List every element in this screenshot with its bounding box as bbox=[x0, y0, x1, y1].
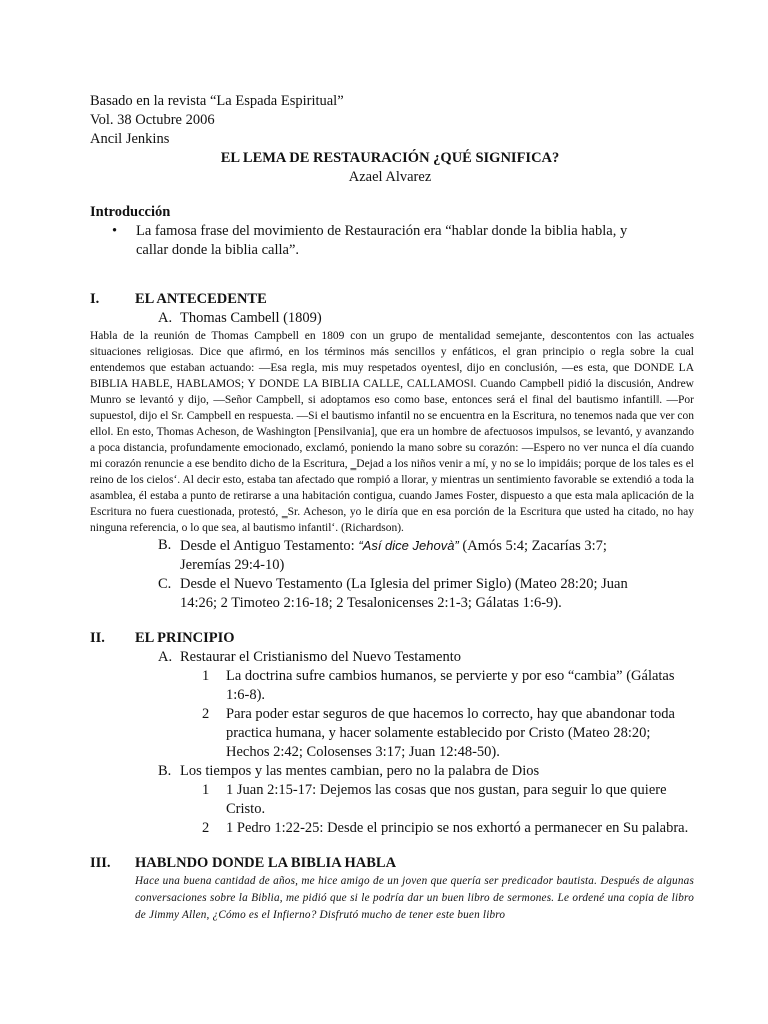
intro-text-line-2: callar donde la biblia calla”. bbox=[136, 242, 300, 258]
subsection-text-refs: (Amós 5:4; Zacarías 3:7; bbox=[458, 538, 607, 554]
bullet-icon: • bbox=[112, 223, 118, 239]
subsection-letter: B. bbox=[158, 537, 172, 553]
item-text: Para poder estar seguros de que hacemos lo correcto, hay que abandonar toda practica humana, y hacer solamente establecido por Cristo (Mateo 28:20; Hechos 2:42; Colosenses 3:17; Juan 12:48-50). bbox=[226, 706, 675, 760]
source-line: Basado en la revista “La Espada Espiritual” bbox=[90, 93, 344, 109]
subsection-letter: A. bbox=[158, 649, 173, 665]
section-number: I. bbox=[90, 291, 100, 307]
subsection-text-line-2: Jeremías 29:4-10) bbox=[180, 557, 285, 573]
item-number: 2 bbox=[202, 706, 210, 722]
subsection-text: Los tiempos y las mentes cambian, pero no la palabra de Dios bbox=[180, 763, 540, 779]
anecdote-paragraph: Hace una buena cantidad de años, me hice amigo de un joven que quería ser predicador bautista. Después de algunas conversaciones sobre la Biblia, me pidió que si le podría dar un buen libro de sermones. Le ordené una copia de libro de Jimmy Allen, ¿Cómo es el Infierno? Disfrutó mucho de tener este buen libro bbox=[135, 875, 694, 921]
item-text: 1 Juan 2:15-17: Dejemos las cosas que nos gustan, para seguir lo que quiere Cristo. bbox=[226, 782, 667, 817]
quoted-phrase: “Así dice Jehovà” bbox=[358, 538, 459, 553]
section-heading-2 bbox=[90, 629, 690, 648]
subsection-c bbox=[158, 575, 690, 613]
byline: Azael Alvarez bbox=[348, 169, 432, 185]
document-title: EL LEMA DE RESTAURACIÓN ¿QUÉ SIGNIFICA? bbox=[220, 150, 560, 166]
author-line: Ancil Jenkins bbox=[90, 131, 170, 147]
intro-bullet-item bbox=[112, 222, 690, 260]
section-title: EL PRINCIPIO bbox=[135, 630, 235, 646]
numbered-item bbox=[202, 819, 690, 838]
subsection-text: Thomas Cambell (1809) bbox=[180, 310, 322, 326]
item-number: 2 bbox=[202, 820, 210, 836]
subsection-text: Restaurar el Cristianismo del Nuevo Testamento bbox=[180, 649, 462, 665]
numbered-item bbox=[202, 781, 690, 819]
subsection-letter: C. bbox=[158, 576, 172, 592]
document-page bbox=[90, 92, 694, 924]
item-number: 1 bbox=[202, 782, 210, 798]
numbered-item bbox=[202, 705, 690, 762]
section-title: EL ANTECEDENTE bbox=[135, 291, 267, 307]
campbell-quote-paragraph: Habla de la reunión de Thomas Campbell en 1809 con un grupo de mentalidad semejante, descontentos con las actuales situaciones religiosas. Dice que afirmó, en los términos más sencillos y enfáticos, el gran principio o regla sobre la cual entendemos que estaban actuando: —Esa regla, mis muy respetados oyentes‖, dijo en conclusión, —es esta, que DONDE LA BIBLIA HABLE, HABLAMOS; Y DONDE LA BIBLIA CALLE, CALLAMOS‖. Cuando Campbell pidió la discusión, Andrew Munro se levantó y dijo, —Señor Campbell, si adoptamos eso como base, entonces será el final del bautismo infantil‖. —Por supuesto‖, dijo el Sr. Campbell en respuesta. —Si el bautismo infantil no se encuentra en la Escritura, no tenemos nada que ver con ello‖. En esto, Thomas Acheson, de Washington [Pensilvania], que era un hombre de afectuosos impulsos, se levantó, y avanzando a poca distancia, profundamente emocionado, exclamó, poniendo la mano sobre su corazón: —Espero no ver nunca el día cuando mi corazón renuncie a ese bendito dicho de la Escritura, ‗Dejad a los niños venir a mí, y no se lo impidáis; porque de los tales es el reino de los cielos‘. Al decir esto, estaba tan afectado que rompió a llorar, y mientras un sentimiento favorable se extendió a toda la asamblea, él estaba a punto de retirarse a una habitación contigua, cuando James Foster, dispuesto a que esta mala aplicación de la Escritura no fuera cuestionada, protestó, ‗Sr. Acheson, yo le diría que en esa porción de la Escritura que usted ha citado, no hay ninguna referencia, o lo que sea, al bautismo infantil‘. (Richardson). bbox=[90, 330, 694, 534]
subsection-b bbox=[158, 762, 690, 781]
section-number: II. bbox=[90, 630, 105, 646]
intro-heading: Introducción bbox=[90, 204, 171, 220]
subsection-letter: B. bbox=[158, 763, 172, 779]
subsection-text-line-2: 14:26; 2 Timoteo 2:16-18; 2 Tesalonicenses 2:1-3; Gálatas 1:6-9). bbox=[180, 595, 562, 611]
subsection-b bbox=[158, 536, 690, 575]
subsection-letter: A. bbox=[158, 310, 173, 326]
item-text: 1 Pedro 1:22-25: Desde el principio se nos exhortó a permanecer en Su palabra. bbox=[226, 820, 689, 836]
item-number: 1 bbox=[202, 668, 210, 684]
section-title: HABLNDO DONDE LA BIBLIA HABLA bbox=[135, 855, 397, 871]
section-heading-3 bbox=[90, 854, 690, 873]
subsection-text: Desde el Antiguo Testamento: bbox=[180, 538, 359, 554]
subsection-a bbox=[158, 648, 690, 667]
volume-line: Vol. 38 Octubre 2006 bbox=[90, 112, 215, 128]
numbered-item bbox=[202, 667, 690, 705]
intro-text-line-1: La famosa frase del movimiento de Restauración era “hablar donde la biblia habla, y bbox=[136, 223, 628, 239]
section-number: III. bbox=[90, 855, 111, 871]
section-heading-1 bbox=[90, 290, 690, 309]
subsection-text: Desde el Nuevo Testamento (La Iglesia del primer Siglo) (Mateo 28:20; Juan bbox=[180, 576, 628, 592]
subsection-a bbox=[158, 309, 690, 328]
item-text: La doctrina sufre cambios humanos, se pervierte y por eso “cambia” (Gálatas 1:6-8). bbox=[226, 668, 675, 703]
